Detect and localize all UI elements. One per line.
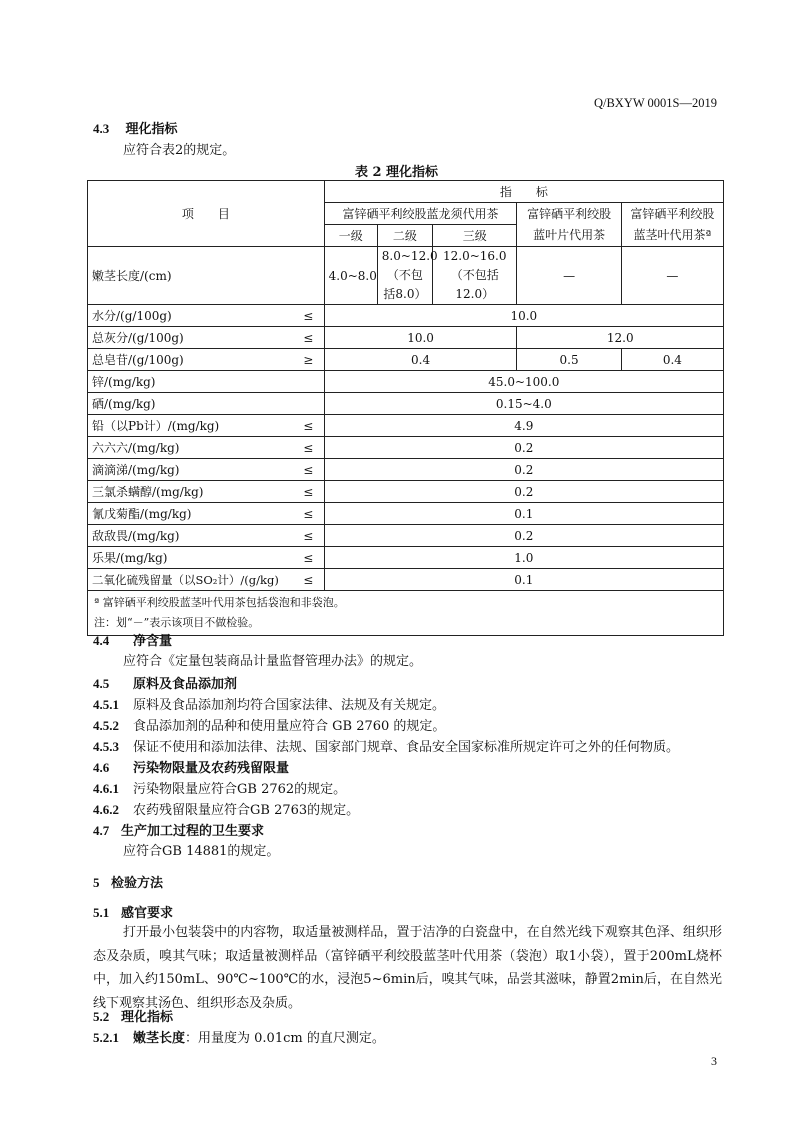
section-4-7-heading: 4.7 生产加工过程的卫生要求 <box>93 823 265 839</box>
table-row: 乐果/(mg/kg) ≤ 1.0 <box>88 547 724 569</box>
section-5-1-heading: 5.1 感官要求 <box>93 905 174 921</box>
section-5-2-heading: 5.2 理化指标 <box>93 1009 174 1025</box>
section-4-6-1: 4.6.1 污染物限量应符合GB 2762的规定。 <box>93 781 347 797</box>
section-4-5-3: 4.5.3 保证不使用和添加法律、法规、国家部门规章、食品安全国家标准所规定许可之外的任何物质。 <box>93 739 680 755</box>
table-row: 二氧化硫残留量（以SO₂计）/(g/kg) ≤ 0.1 <box>88 569 724 591</box>
table-footnote <box>88 591 724 636</box>
table-row: 铅（以Pb计）/(mg/kg) ≤ 4.9 <box>88 415 724 437</box>
table-row: 敌敌畏/(mg/kg) ≤ 0.2 <box>88 525 724 547</box>
header-group-3: 富锌硒平利绞股蓝茎叶代用茶ª <box>621 203 723 247</box>
section-4-4-text: 应符合《定量包装商品计量监督管理办法》的规定。 <box>123 654 423 669</box>
footnote-a: ª 富锌硒平利绞股蓝茎叶代用茶包括袋泡和非袋泡。 <box>94 596 345 609</box>
table-row: 总皂苷/(g/100g) ≥ 0.4 0.5 0.4 <box>88 349 724 371</box>
table-row: 总灰分/(g/100g) ≤ 10.0 12.0 <box>88 327 724 349</box>
section-4-7-text: 应符合GB 14881的规定。 <box>123 844 280 859</box>
section-4-3-text: 应符合表2的规定。 <box>123 143 236 158</box>
document-code: Q/BXYW 0001S—2019 <box>593 96 717 110</box>
footnote-note: 注：划“－”表示该项目不做检验。 <box>94 616 260 629</box>
table-row: 氰戊菊酯/(mg/kg) ≤ 0.1 <box>88 503 724 525</box>
header-grade-2: 二级 <box>377 225 432 247</box>
header-grade-1: 一级 <box>324 225 377 247</box>
section-4-4-heading: 4.4 净含量 <box>93 633 173 649</box>
section-5-heading: 5 检验方法 <box>93 875 164 891</box>
table-row: 滴滴涕/(mg/kg) ≤ 0.2 <box>88 459 724 481</box>
physicochemical-table <box>87 180 724 636</box>
page-number: 3 <box>711 1054 717 1068</box>
section-4-5-heading: 4.5 原料及食品添加剂 <box>93 676 238 692</box>
table-caption: 表 2 理化指标 <box>354 165 439 180</box>
section-4-3-heading: 4.3 理化指标 <box>93 121 178 137</box>
header-group-1: 富锌硒平利绞股蓝龙须代用茶 <box>324 203 517 225</box>
table-row: 锌/(mg/kg) 45.0~100.0 <box>88 371 724 393</box>
section-4-6-heading: 4.6 污染物限量及农药残留限量 <box>93 760 290 776</box>
section-5-1-text: 打开最小包装袋中的内容物，取适量被测样品，置于洁净的白瓷盘中，在自然光线下观察其色泽、组织形态及杂质，嗅其气味；取适量被测样品（富锌硒平利绞股蓝茎叶代用茶（袋泡）取1小袋），置于200mL烧杯中，加入约150mL、90℃~100℃的水，浸泡5~6min后，嗅其气味，品尝其滋味，静置2min后，在自然光线下观察其汤色、组织形态及杂质。 <box>93 925 722 1011</box>
section-4-5-1: 4.5.1 原料及食品添加剂均符合国家法律、法规及有关规定。 <box>93 697 446 713</box>
section-5-2-1: 5.2.1 嫩茎长度：用量度为 0.01cm 的直尺测定。 <box>93 1030 385 1046</box>
section-4-5-2: 4.5.2 食品添加剂的品种和使用量应符合 GB 2760 的规定。 <box>93 718 446 734</box>
header-group-2: 富锌硒平利绞股蓝叶片代用茶 <box>517 203 621 247</box>
header-index: 指 标 <box>324 181 723 203</box>
table-row: 嫩茎长度/(cm) 4.0~8.0 8.0~12.0（不包括8.0） 12.0~16.0（不包括12.0） — — <box>88 247 724 305</box>
header-grade-3: 三级 <box>433 225 517 247</box>
table-row: 三氯杀螨醇/(mg/kg) ≤ 0.2 <box>88 481 724 503</box>
section-4-6-2: 4.6.2 农药残留限量应符合GB 2763的规定。 <box>93 802 360 818</box>
table-row: 硒/(mg/kg) 0.15~4.0 <box>88 393 724 415</box>
table-row: 六六六/(mg/kg) ≤ 0.2 <box>88 437 724 459</box>
table-row: 水分/(g/100g) ≤ 10.0 <box>88 305 724 327</box>
header-item: 项 目 <box>88 181 325 247</box>
